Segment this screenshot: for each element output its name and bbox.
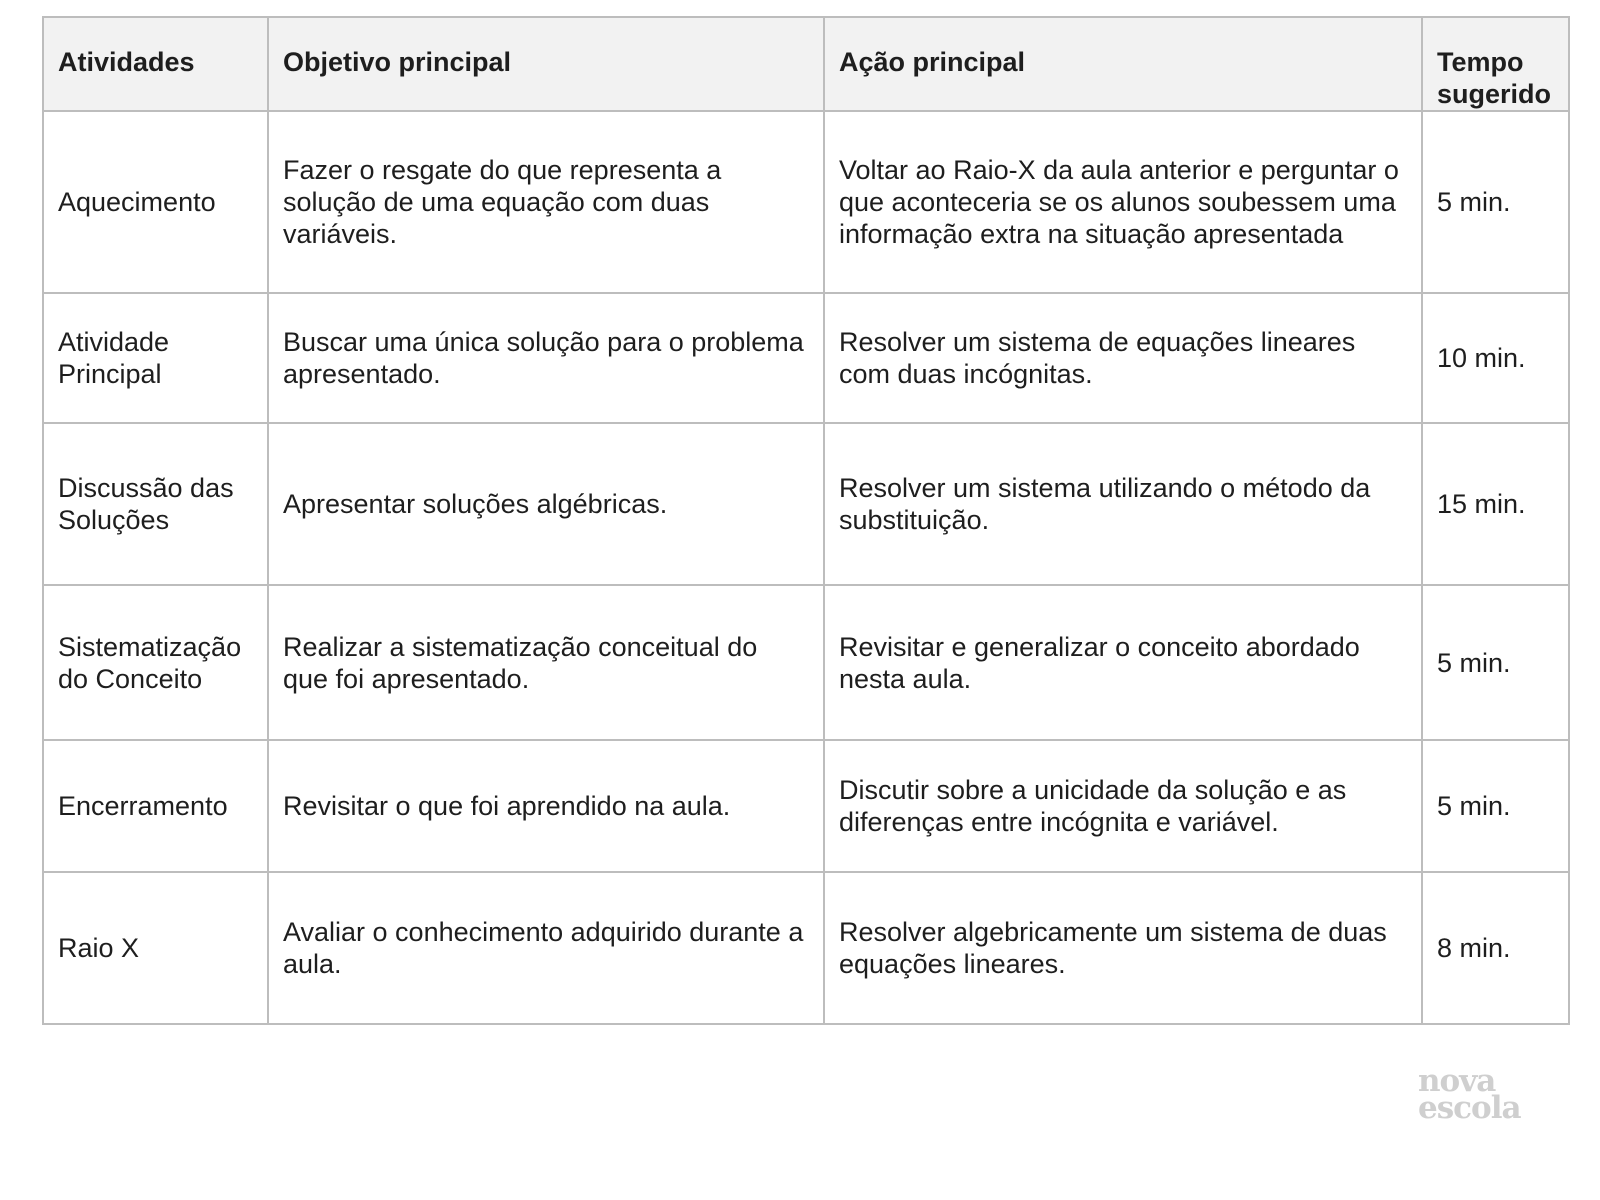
cell-activity: Aquecimento (43, 111, 268, 293)
cell-activity: Encerramento (43, 740, 268, 872)
cell-activity: Sistematização do Conceito (43, 585, 268, 740)
cell-objective: Fazer o resgate do que representa a solução de uma equação com duas variáveis. (268, 111, 824, 293)
cell-objective: Realizar a sistematização conceitual do que foi apresentado. (268, 585, 824, 740)
logo-line-escola: escola (1418, 1090, 1521, 1126)
cell-time: 10 min. (1422, 293, 1569, 423)
table-row (43, 293, 1569, 423)
cell-objective: Buscar uma única solução para o problema apresentado. (268, 293, 824, 423)
cell-time: 5 min. (1422, 740, 1569, 872)
table-row (43, 872, 1569, 1024)
cell-action: Resolver um sistema de equações lineares com duas incógnitas. (824, 293, 1422, 423)
header-action: Ação principal (824, 17, 1422, 111)
table-row (43, 740, 1569, 872)
cell-action: Revisitar e generalizar o conceito abordado nesta aula. (824, 585, 1422, 740)
cell-action: Resolver algebricamente um sistema de duas equações lineares. (824, 872, 1422, 1024)
cell-action: Resolver um sistema utilizando o método da substituição. (824, 423, 1422, 585)
cell-objective: Apresentar soluções algébricas. (268, 423, 824, 585)
table-header (43, 17, 1569, 111)
nova-escola-logo (1418, 1063, 1548, 1126)
header-activities: Atividades (43, 17, 268, 111)
cell-time: 8 min. (1422, 872, 1569, 1024)
cell-time: 5 min. (1422, 111, 1569, 293)
cell-time: 15 min. (1422, 423, 1569, 585)
cell-objective: Revisitar o que foi aprendido na aula. (268, 740, 824, 872)
table-row (43, 111, 1569, 293)
lesson-plan-table (42, 16, 1570, 1025)
table-body (43, 111, 1569, 1024)
cell-objective: Avaliar o conhecimento adquirido durante a aula. (268, 872, 824, 1024)
cell-activity: Discussão das Soluções (43, 423, 268, 585)
cell-time: 5 min. (1422, 585, 1569, 740)
header-objective: Objetivo principal (268, 17, 824, 111)
table-row (43, 423, 1569, 585)
table-row (43, 585, 1569, 740)
header-time: Tempo sugerido (1422, 17, 1569, 111)
cell-action: Discutir sobre a unicidade da solução e as diferenças entre incógnita e variável. (824, 740, 1422, 872)
logo-line-nova: nova (1418, 1063, 1496, 1099)
header-row (43, 17, 1569, 111)
cell-activity: Raio X (43, 872, 268, 1024)
cell-action: Voltar ao Raio-X da aula anterior e perguntar o que aconteceria se os alunos soubessem uma informação extra na situação apresentada (824, 111, 1422, 293)
cell-activity: Atividade Principal (43, 293, 268, 423)
